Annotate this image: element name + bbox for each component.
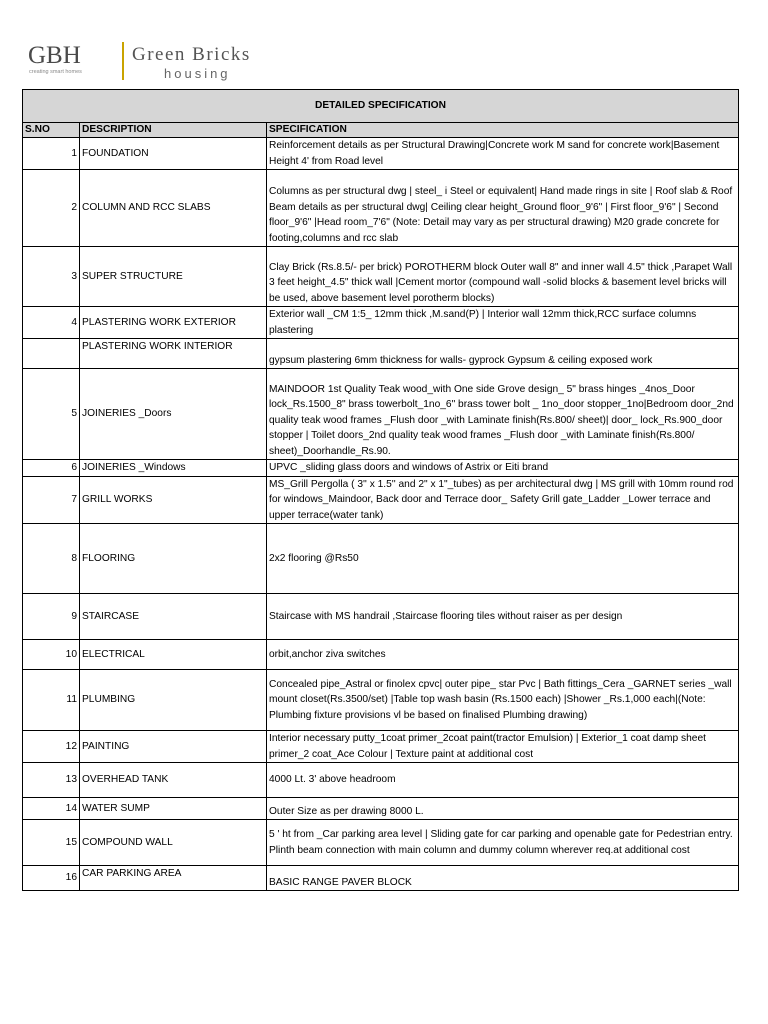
table-row [23,820,739,866]
table-title-row [23,90,739,123]
table-row [23,866,739,891]
row-specification: Interior necessary putty_1coat primer_2coat paint(tractor Emulsion) | Exterior_1 coat damp sheet primer_2 coat_Ace Colour | Texture paint at additional cost [267,731,739,763]
table-row [23,798,739,820]
row-specification: Outer Size as per drawing 8000 L. [267,798,739,820]
logo-tagline: creating smart homes [29,69,82,75]
row-description: ELECTRICAL [80,640,267,670]
row-sno: 14 [23,798,80,820]
row-specification: Concealed pipe_Astral or finolex cpvc| outer pipe_ star Pvc | Bath fittings_Cera _GARNET series _wall mount closet(Rs.3500/set) |Table top wash basin (Rs.1500 each) |Shower _Rs.1,000 each|(Note: Plumbing fixture provisions vl be based on finalised Plumbing drawing) [267,670,739,731]
row-description: PLASTERING WORK EXTERIOR [80,307,267,339]
specification-table [22,89,739,891]
row-description: JOINERIES _Doors [80,369,267,460]
row-description: JOINERIES _Windows [80,460,267,477]
row-sno: 15 [23,820,80,866]
row-description: FLOORING [80,524,267,594]
row-description: SUPER STRUCTURE [80,247,267,307]
row-sno: 2 [23,170,80,247]
table-row [23,369,739,460]
table-row [23,731,739,763]
header-description: DESCRIPTION [80,123,267,138]
row-specification: BASIC RANGE PAVER BLOCK [267,866,739,891]
row-description: WATER SUMP [80,798,267,820]
table-row [23,670,739,731]
header-specification: SPECIFICATION [267,123,739,138]
row-sno: 16 [23,866,80,891]
logo-divider [122,42,124,80]
table-row [23,763,739,798]
row-specification: Reinforcement details as per Structural Drawing|Concrete work M sand for concrete work|Basement Height 4' from Road level [267,138,739,170]
row-specification: Exterior wall _CM 1:5_ 12mm thick ,M.sand(P) | Interior wall 12mm thick,RCC surface columns plastering [267,307,739,339]
row-description: PLUMBING [80,670,267,731]
logo-company-sub: housing [164,66,231,81]
row-sno: 7 [23,476,80,524]
row-sno: 3 [23,247,80,307]
table-title: DETAILED SPECIFICATION [23,90,739,123]
table-header-row [23,123,739,138]
table-row [23,524,739,594]
row-specification: 4000 Lt. 3' above headroom [267,763,739,798]
logo-company-name: Green Bricks [132,44,251,65]
row-description: FOUNDATION [80,138,267,170]
row-specification: Staircase with MS handrail ,Staircase flooring tiles without raiser as per design [267,594,739,640]
row-specification: MS_Grill Pergolla ( 3'' x 1.5'' and 2" x 1"_tubes) as per architectural dwg | MS grill with 10mm round rod for windows_Maindoor, Back door and Terrace door_ Safety Grill gate_Ladder _Lower terrace and upper terrace(water tank) [267,476,739,524]
row-specification: Columns as per structural dwg | steel_ i Steel or equivalent| Hand made rings in site | Roof slab & Roof Beam details as per structural dwg| Ceiling clear height_Ground floor_9'6" | First floor_9'6" | Second floor_9'6" |Head room_7'6" (Note: Detail may vary as per structural drawing) M20 grade concrete for footing,columns and rcc slab [267,170,739,247]
table-row [23,460,739,477]
row-description: COLUMN AND RCC SLABS [80,170,267,247]
row-specification: gypsum plastering 6mm thickness for walls- gyprock Gypsum & ceiling exposed work [267,339,739,369]
row-sno: 1 [23,138,80,170]
row-sno: 9 [23,594,80,640]
row-specification: 5 ' ht from _Car parking area level | Sliding gate for car parking and openable gate for Pedestrian entry. Plinth beam connection with main column and dummy column wherever req.at additional cost [267,820,739,866]
table-row [23,138,739,170]
row-sno: 10 [23,640,80,670]
row-specification: MAINDOOR 1st Quality Teak wood_with One side Grove design_ 5" brass hinges _4nos_Door lock_Rs.1500_8" brass towerbolt_1no_6" brass tower bolt _ 1no_door stopper_1no|Bedroom door_2nd quality teak wood frames _Flush door _with Laminate finish(Rs.800/ sheet)| door_ lock_Rs.900_door stopper | Toilet doors_2nd quality teak wood frames _Flush door _with Laminate finish(Rs.800/ sheet)_Doorhandle_Rs.90. [267,369,739,460]
row-sno: 8 [23,524,80,594]
row-description: PAINTING [80,731,267,763]
row-sno [23,339,80,369]
row-sno: 13 [23,763,80,798]
row-sno: 6 [23,460,80,477]
table-row [23,476,739,524]
table-row [23,170,739,247]
row-sno: 4 [23,307,80,339]
row-specification: 2x2 flooring @Rs50 [267,524,739,594]
row-description: STAIRCASE [80,594,267,640]
row-description: OVERHEAD TANK [80,763,267,798]
row-description: GRILL WORKS [80,476,267,524]
row-description: PLASTERING WORK INTERIOR [80,339,267,369]
row-sno: 11 [23,670,80,731]
table-row [23,307,739,339]
row-specification: UPVC _sliding glass doors and windows of Astrix or Eiti brand [267,460,739,477]
row-description: COMPOUND WALL [80,820,267,866]
row-specification: orbit,anchor ziva switches [267,640,739,670]
table-row [23,339,739,369]
row-specification: Clay Brick (Rs.8.5/- per brick) POROTHERM block Outer wall 8" and inner wall 4.5" thick ,Parapet Wall 3 feet height_4.5" thick wall |Cement mortor (compound wall -solid blocks & basement level bricks will be used, above basement level porotherm blocks) [267,247,739,307]
logo-mark: GBH [28,42,81,69]
row-description: CAR PARKING AREA [80,866,267,891]
table-row [23,594,739,640]
row-sno: 5 [23,369,80,460]
table-row [23,247,739,307]
row-sno: 12 [23,731,80,763]
header-sno: S.NO [23,123,80,138]
table-row [23,640,739,670]
